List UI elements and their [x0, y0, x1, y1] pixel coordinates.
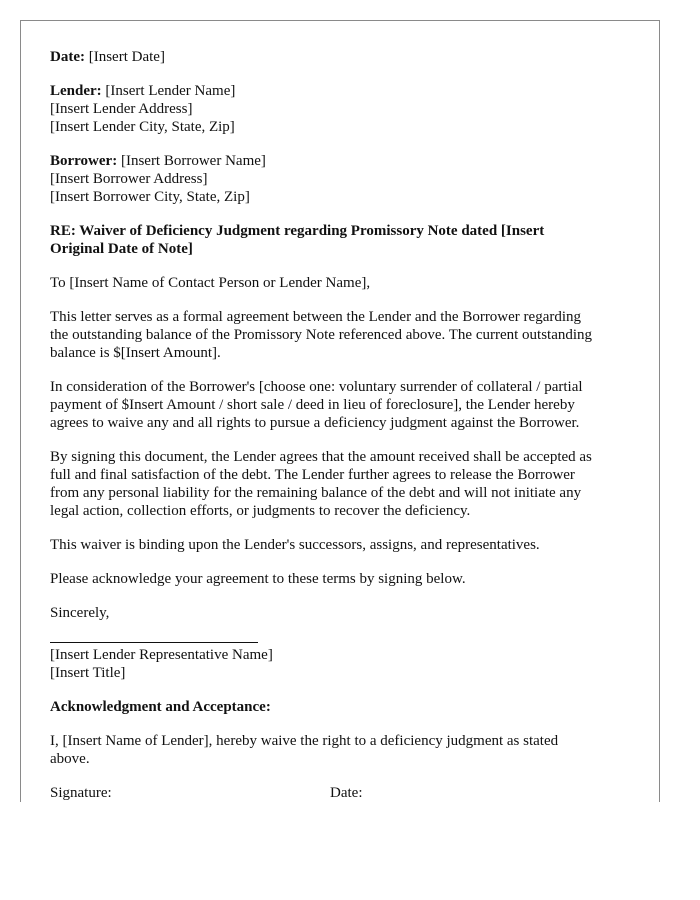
subject-line: [50, 222, 638, 258]
lender-city: [Insert Lender City, State, Zip]: [50, 119, 235, 135]
lender-address: [Insert Lender Address]: [50, 101, 193, 117]
paragraph-line: from any personal liability for the remaining balance of the debt and will not initiate any: [50, 485, 582, 501]
subject-line-2: Original Date of Note]: [50, 241, 193, 257]
paragraph-1: [50, 308, 638, 362]
paragraph-line: This letter serves as a formal agreement between the Lender and the Borrower regarding: [50, 309, 582, 325]
signature-line: [50, 642, 258, 643]
signature-block: [50, 642, 638, 682]
paragraph-2: [50, 378, 638, 432]
signatory-name: [Insert Lender Representative Name]: [50, 647, 273, 663]
date-block: [50, 48, 638, 66]
signatory-title: [Insert Title]: [50, 665, 126, 681]
paragraph-line: By signing this document, the Lender agrees that the amount received shall be accepted as: [50, 449, 592, 465]
subject-line-1: RE: Waiver of Deficiency Judgment regarding Promissory Note dated [Insert: [50, 223, 545, 239]
paragraph-line: This waiver is binding upon the Lender's successors, assigns, and representatives.: [50, 537, 540, 553]
paragraph-3: [50, 448, 638, 520]
lender-name: [Insert Lender Name]: [105, 83, 236, 99]
borrower-address: [Insert Borrower Address]: [50, 171, 208, 187]
date-label: Date:: [50, 49, 85, 65]
lender-label: Lender:: [50, 83, 102, 99]
paragraph-4: [50, 536, 638, 554]
salutation: To [Insert Name of Contact Person or Lender Name],: [50, 275, 371, 291]
acknowledgment-line: I, [Insert Name of Lender], hereby waive the right to a deficiency judgment as stated: [50, 733, 559, 749]
paragraph-line: full and final satisfaction of the debt. The Lender further agrees to release the Borrower: [50, 467, 575, 483]
acknowledgment-date-label: Date:: [330, 785, 363, 801]
acknowledgment-heading-text: Acknowledgment and Acceptance:: [50, 699, 271, 715]
paragraph-line: payment of $Insert Amount / short sale / deed in lieu of foreclosure], the Lender hereby: [50, 397, 575, 413]
acknowledgment-signature-row: [50, 784, 638, 802]
paragraph-line: legal action, collection efforts, or judgments to recover the deficiency.: [50, 503, 471, 519]
paragraph-5: [50, 570, 638, 588]
paragraph-line: the outstanding balance of the Promissory Note referenced above. The current outstanding: [50, 327, 593, 343]
paragraph-line: agrees to waive any and all rights to pursue a deficiency judgment against the Borrower.: [50, 415, 580, 431]
acknowledgment-heading: [50, 698, 638, 716]
borrower-block: [50, 152, 638, 206]
date-value: [Insert Date]: [88, 49, 165, 65]
borrower-city: [Insert Borrower City, State, Zip]: [50, 189, 250, 205]
paragraph-line: In consideration of the Borrower's [choose one: voluntary surrender of collateral / partial: [50, 379, 583, 395]
lender-block: [50, 82, 638, 136]
borrower-name: [Insert Borrower Name]: [120, 153, 266, 169]
signature-label: Signature:: [50, 785, 112, 801]
letter-page: [20, 20, 660, 802]
acknowledgment-line: above.: [50, 751, 90, 767]
closing: Sincerely,: [50, 605, 110, 621]
paragraph-line: balance is $[Insert Amount].: [50, 345, 221, 361]
acknowledgment-statement: [50, 732, 638, 768]
paragraph-line: Please acknowledge your agreement to these terms by signing below.: [50, 571, 466, 587]
borrower-label: Borrower:: [50, 153, 118, 169]
letter-content: [50, 48, 638, 802]
